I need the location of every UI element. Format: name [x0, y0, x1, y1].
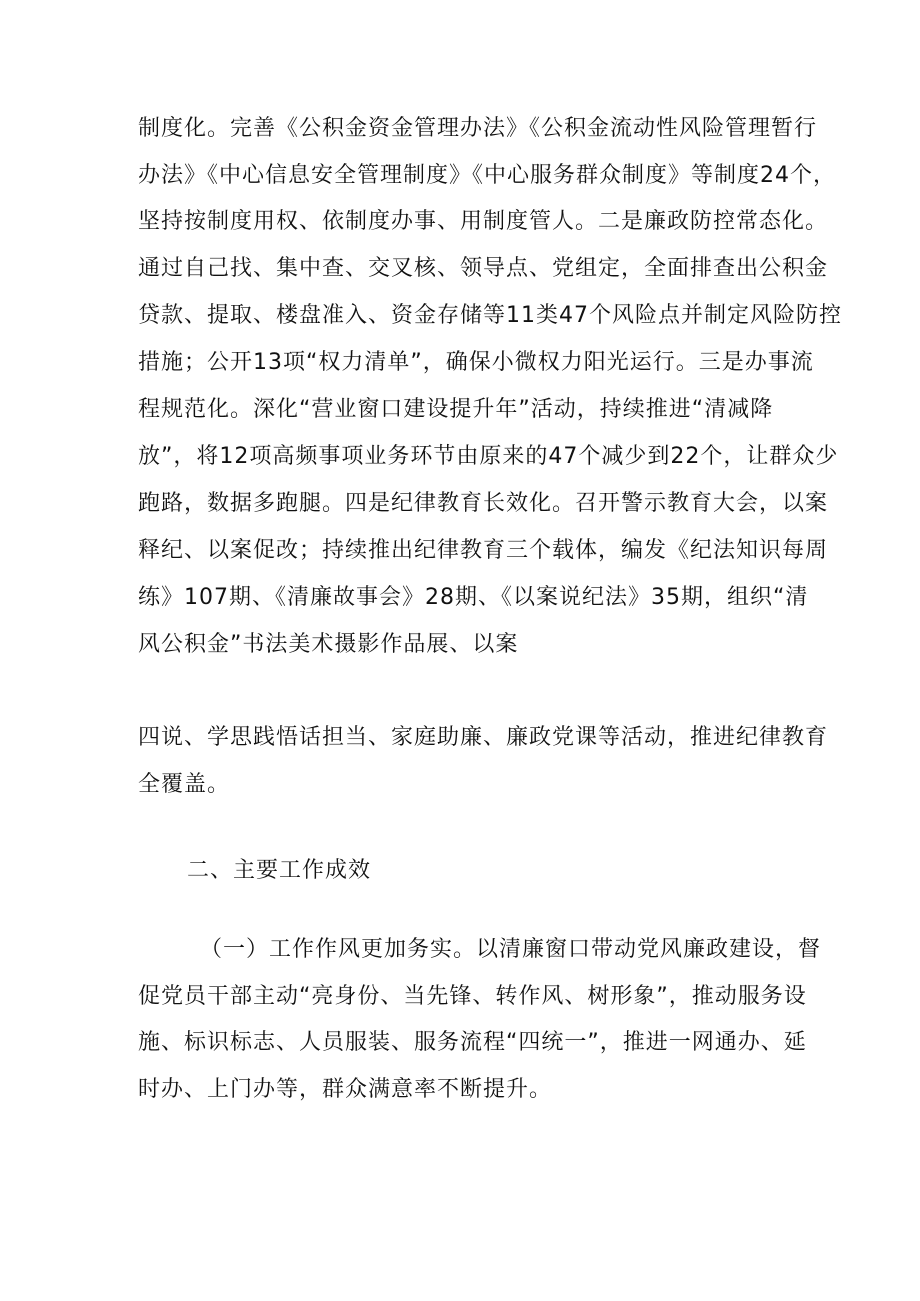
paragraph-line: 练》107期、《清廉故事会》28期、《以案说纪法》35期，组织“清 — [138, 585, 809, 610]
paragraph-line: 坚持按制度用权、依制度办事、用制度管人。二是廉政防控常态化。 — [138, 209, 829, 234]
section-heading: 二、主要工作成效 — [187, 858, 372, 883]
paragraph-line: 措施；公开13项“权力清单”，确保小微权力阳光运行。三是办事流 — [138, 350, 814, 375]
paragraph-line: 贷款、提取、楼盘准入、资金存储等11类47个风险点并制定风险防控 — [138, 303, 842, 328]
paragraph-line: （一）工作作风更加务实。以清廉窗口带动党风廉政建设，督 — [200, 937, 822, 962]
paragraph-line: 放”，将12项高频事项业务环节由原来的47个减少到22个，让群众少 — [138, 444, 839, 469]
paragraph-line: 通过自己找、集中查、交叉核、领导点、党组定，全面排查出公积金 — [138, 256, 829, 281]
paragraph-line: 时办、上门办等，群众满意率不断提升。 — [138, 1077, 553, 1102]
paragraph-line: 制度化。完善《公积金资金管理办法》《公积金流动性风险管理暂行 — [138, 116, 818, 141]
paragraph-line: 释纪、以案促改；持续推出纪律教育三个载体，编发《纪法知识每周 — [138, 538, 829, 563]
paragraph-line: 施、标识标志、人员服装、服务流程“四统一”，推进一网通办、延 — [138, 1030, 807, 1055]
paragraph-line: 办法》《中心信息安全管理制度》《中心服务群众制度》等制度24个， — [138, 163, 836, 188]
paragraph-line: 风公积金”书法美术摄影作品展、以案 — [138, 632, 519, 657]
paragraph-line: 跑路，数据多跑腿。四是纪律教育长效化。召开警示教育大会，以案 — [138, 491, 829, 516]
paragraph-line: 全覆盖。 — [138, 772, 231, 797]
paragraph-line: 四说、学思践悟话担当、家庭助廉、廉政党课等活动，推进纪律教育 — [138, 725, 829, 750]
paragraph-line: 程规范化。深化“营业窗口建设提升年”活动，持续推进“清减降 — [138, 397, 774, 422]
paragraph-line: 促党员干部主动“亮身份、当先锋、转作风、树形象”，推动服务设 — [138, 984, 807, 1009]
